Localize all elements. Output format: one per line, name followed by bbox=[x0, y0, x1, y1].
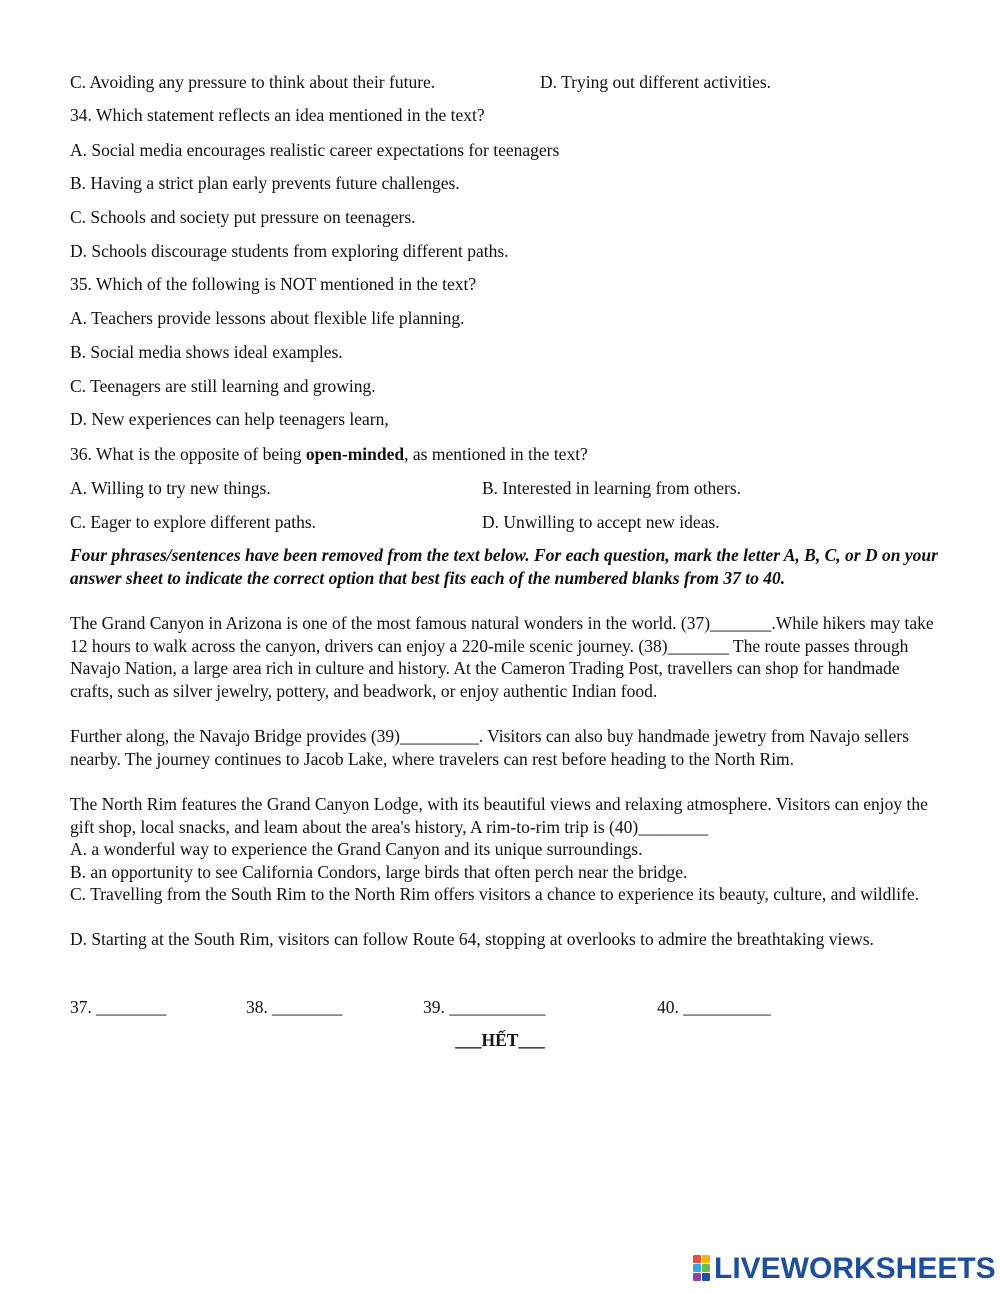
cloze-option-b: B. an opportunity to see California Condors, large birds that often perch near the bridge. bbox=[70, 862, 688, 882]
answer-blank-38[interactable]: 38. ________ bbox=[246, 997, 343, 1017]
q34-option-c: C. Schools and society put pressure on teenagers. bbox=[70, 207, 416, 227]
answer-blank-37[interactable]: 37. ________ bbox=[70, 997, 167, 1017]
q34-option-b: B. Having a strict plan early prevents future challenges. bbox=[70, 173, 460, 193]
answer-blank-39[interactable]: 39. ___________ bbox=[423, 997, 546, 1017]
liveworksheets-logo[interactable] bbox=[693, 1253, 996, 1285]
cloze-option-d: D. Starting at the South Rim, visitors can follow Route 64, stopping at overlooks to admire the breathtaking views. bbox=[70, 929, 874, 949]
logo-blocks-icon bbox=[693, 1255, 711, 1283]
q35-option-d: D. New experiences can help teenagers learn, bbox=[70, 409, 389, 429]
end-mark: ___HẾT___ bbox=[455, 1030, 545, 1050]
passage-paragraph-2: Further along, the Navajo Bridge provides (39)_________. Visitors can also buy handmade jewetry from Navajo sellers nearby. The journey continues to Jacob Lake, where travelers can rest before heading to the North Rim. bbox=[70, 726, 909, 769]
q35-option-b: B. Social media shows ideal examples. bbox=[70, 342, 343, 362]
cloze-option-c: C. Travelling from the South Rim to the North Rim offers visitors a chance to experience its beauty, culture, and wildlife. bbox=[70, 884, 920, 904]
q36-option-a: A. Willing to try new things. bbox=[70, 478, 271, 498]
q36-option-d: D. Unwilling to accept new ideas. bbox=[482, 512, 720, 532]
q35-question: 35. Which of the following is NOT mentioned in the text? bbox=[70, 274, 477, 294]
q36-option-b: B. Interested in learning from others. bbox=[482, 478, 742, 498]
q34-question: 34. Which statement reflects an idea mentioned in the text? bbox=[70, 105, 485, 125]
passage-paragraph-3: The North Rim features the Grand Canyon Lodge, with its beautiful views and relaxing atmosphere. Visitors can enjoy the gift shop, local snacks, and leam about the area's history, A rim-to-rim trip is (40)________ bbox=[70, 794, 928, 837]
q35-option-c: C. Teenagers are still learning and growing. bbox=[70, 376, 376, 396]
q36-option-c: C. Eager to explore different paths. bbox=[70, 512, 317, 532]
answer-blank-40[interactable]: 40. __________ bbox=[657, 997, 771, 1017]
logo-text: LIVEWORKSHEETS bbox=[714, 1252, 996, 1285]
passage-paragraph-1: The Grand Canyon in Arizona is one of the most famous natural wonders in the world. (37)_______.While hikers may take 12 hours to walk across the canyon, drivers can enjoy a 220-mile scenic journey. (38)_______ The route passes through Navajo Nation, a large area rich in culture and history. At the Cameron Trading Post, travellers can shop for handmade crafts, such as silver jewelry, pottery, and beadwork, or enjoy authentic Indian food. bbox=[70, 613, 934, 701]
q33-option-d: D. Trying out different activities. bbox=[540, 72, 772, 92]
q35-option-a: A. Teachers provide lessons about flexible life planning. bbox=[70, 308, 465, 328]
q33-option-c: C. Avoiding any pressure to think about their future. bbox=[70, 72, 436, 92]
q34-option-d: D. Schools discourage students from exploring different paths. bbox=[70, 241, 509, 261]
cloze-option-a: A. a wonderful way to experience the Grand Canyon and its unique surroundings. bbox=[70, 839, 643, 859]
cloze-instruction: Four phrases/sentences have been removed from the text below. For each question, mark the letter A, B, C, or D on your answer sheet to indicate the correct option that best fits each of the numbered blanks from 37 to 40. bbox=[70, 545, 938, 588]
q34-option-a: A. Social media encourages realistic career expectations for teenagers bbox=[70, 140, 560, 160]
q36-keyword: open-minded bbox=[305, 444, 405, 464]
q36-question: 36. What is the opposite of being open-minded, as mentioned in the text? bbox=[70, 444, 588, 464]
